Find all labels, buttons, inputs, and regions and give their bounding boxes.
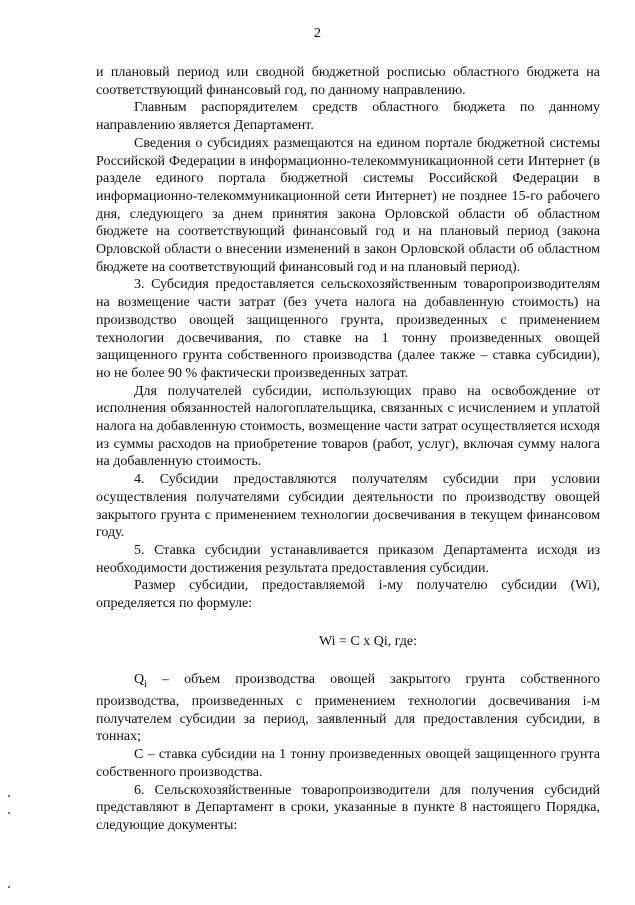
document-body [96, 64, 600, 835]
paragraph-main-manager: Главным распорядителем средств областного бюджета по данному направлению является Департамент. [96, 100, 600, 134]
scan-speck [8, 795, 10, 797]
page-number: 2 [314, 26, 321, 41]
definition-subscript: i [144, 678, 147, 690]
paragraph-item-6: 6. Сельскохозяйственные товаропроизводители для получения субсидий представляют в Департамент в сроки, указанные в пункте 8 настоящего Порядка, следующие документы: [96, 782, 600, 833]
definition-symbol: Q [134, 671, 145, 687]
scan-speck [8, 812, 10, 814]
definition-c: С – ставка субсидии на 1 тонну произведенных овощей защищенного грунта собственного производства. [96, 747, 600, 780]
paragraph-item-5: 5. Ставка субсидии устанавливается приказом Департамента исходя из необходимости достижения результата предоставления субсидии. [96, 542, 600, 576]
definition-qi [96, 671, 600, 747]
paragraph-continuation: и плановый период или сводной бюджетной росписью областного бюджета на соответствующий финансовый год, по данному направлению. [96, 65, 600, 98]
formula: Wi = C x Qi, где: [318, 633, 418, 649]
scan-speck [8, 886, 10, 888]
paragraph-formula-intro: Размер субсидии, предоставляемой i-му получателю субсидии (Wi), определяется по формуле: [96, 578, 600, 612]
paragraph-item-4: 4. Субсидии предоставляются получателям субсидии при условии осуществления получателями субсидии деятельности по производству овощей закрытого грунта с применением технологии досвечивания в текущем финансовом году. [96, 472, 600, 541]
paragraph-vat-exemption: Для получателей субсидии, использующих право на освобождение от исполнения обязанностей налогоплательщика, связанных с исчислением и уплатой налога на добавленную стоимость, возмещение части затрат осуществляется исходя из суммы расходов на приобретение товаров (работ, услуг), включая сумму налога на добавленную стоимость. [96, 383, 600, 470]
paragraph-portal-info: Сведения о субсидиях размещаются на едином портале бюджетной системы Российской Федерации в информационно-телекоммуникационной сети Интернет (в разделе единого портала бюджетной системы Российской Федерации в информационно-телекоммуникационной сети Интернет) не позднее 15-го рабочего дня, следующего за днем принятия закона Орловской области об областном бюджете на соответствующий финансовый год и на плановый период (закона Орловской области о внесении изменений в закон Орловской области об областном бюджете на соответствующий финансовый год и на плановый период). [96, 135, 600, 275]
paragraph-item-3: 3. Субсидия предоставляется сельскохозяйственным товаропроизводителям на возмещение части затрат (без учета налога на добавленную стоимость) на производство овощей защищенного грунта, произведенных с применением технологии досвечивания, по ставке на 1 тонну произведенных овощей защищенного грунта собственного производства (далее также – ставка субсидии), но не более 90 % фактически произведенных затрат. [96, 277, 600, 381]
definition-text: – объем производства овощей закрытого грунта собственного производства, произведенных с применением технологии досвечивания i-м получателем субсидии за период, заявленный для предоставления субсидии, в тоннах; [96, 671, 600, 745]
